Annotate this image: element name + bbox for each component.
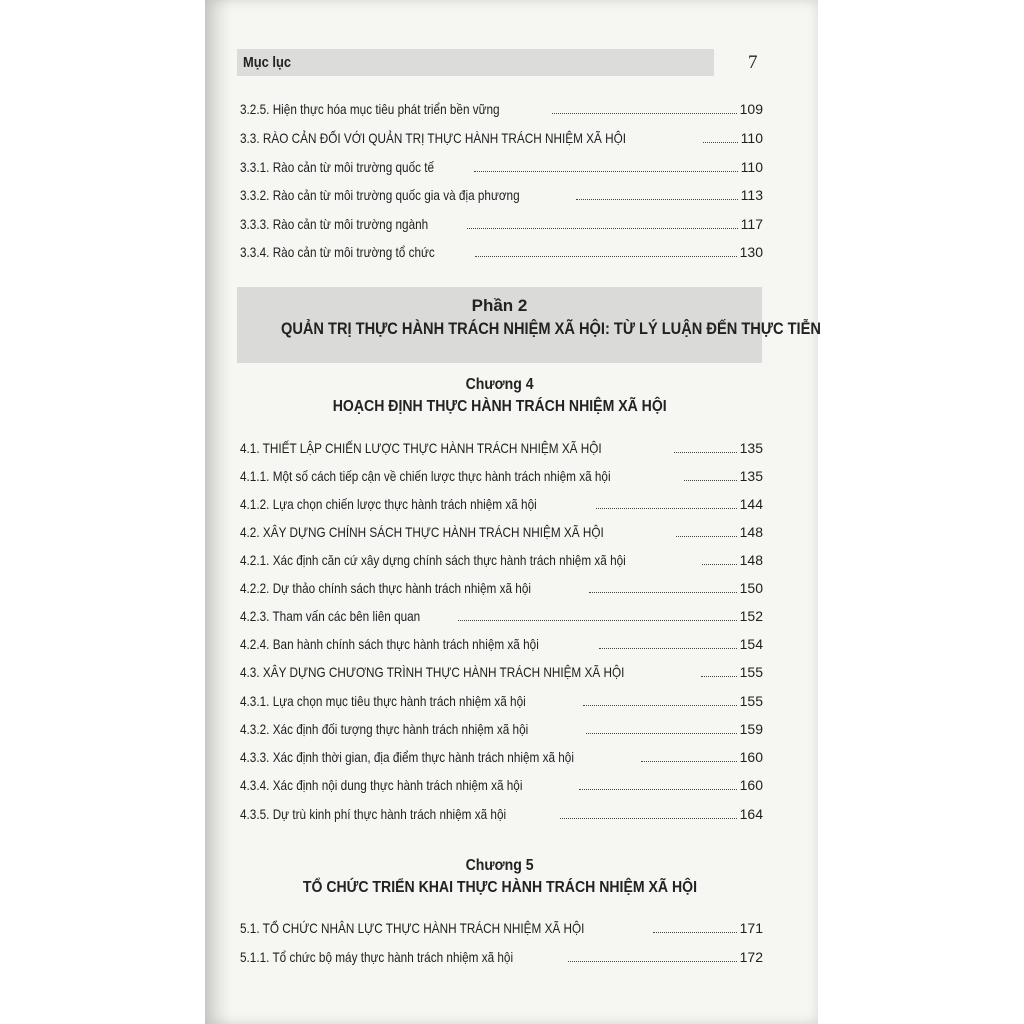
toc-leader [596, 508, 736, 509]
toc-entry-page: 155 [739, 693, 763, 709]
toc-entry [240, 689, 763, 709]
toc-entry [240, 945, 763, 965]
toc-entry-page: 172 [739, 949, 763, 965]
toc-entry-page: 110 [740, 159, 763, 175]
toc-entry [240, 240, 763, 260]
toc-entry-page: 160 [739, 777, 763, 793]
toc-entry-title: 3.3. RÀO CẢN ĐỐI VỚI QUẢN TRỊ THỰC HÀNH TRÁCH NHIỆM XÃ HỘI [240, 130, 627, 146]
toc-entry [240, 155, 763, 175]
header-title: Mục lục [243, 54, 292, 71]
chapter-5-label [237, 857, 762, 875]
chapter-4-label [237, 376, 762, 394]
toc-entry [240, 576, 763, 596]
toc-entry-title: 4.1.2. Lựa chọn chiến lược thực hành trách nhiệm xã hội [240, 496, 537, 512]
toc-entry-page: 154 [739, 636, 763, 652]
toc-entry-page: 148 [739, 552, 763, 568]
toc-entry-page: 160 [739, 749, 763, 765]
toc-entry-title: 4.2.4. Ban hành chính sách thực hành trách nhiệm xã hội [240, 636, 539, 652]
toc-leader [589, 592, 736, 593]
chapter-4-label-text: Chương 4 [465, 376, 534, 393]
toc-leader [641, 761, 737, 762]
toc-entry-title: 5.1.1. Tổ chức bộ máy thực hành trách nhiệm xã hội [240, 949, 514, 965]
chapter-5-label-text: Chương 5 [465, 857, 534, 874]
toc-entry-title: 4.2.2. Dự thảo chính sách thực hành trách nhiệm xã hội [240, 580, 531, 596]
toc-entry-title: 5.1. TỔ CHỨC NHÂN LỰC THỰC HÀNH TRÁCH NHIỆM XÃ HỘI [240, 920, 585, 936]
toc-entry-page: 110 [740, 130, 763, 146]
toc-entry-title: 4.2.3. Tham vấn các bên liên quan [240, 608, 421, 624]
toc-leader [552, 113, 737, 114]
toc-leader [653, 932, 737, 933]
running-header-band [237, 49, 714, 76]
toc-entry-page: 152 [739, 608, 763, 624]
toc-entry-page: 109 [739, 101, 763, 117]
toc-entry-title: 4.3.1. Lựa chọn mục tiêu thực hành trách nhiệm xã hội [240, 693, 526, 709]
toc-entry-page: 135 [739, 468, 763, 484]
toc-leader [568, 961, 737, 962]
toc-entry-page: 113 [740, 187, 763, 203]
toc-leader [474, 171, 738, 172]
toc-entry-title: 4.3.3. Xác định thời gian, địa điểm thực hành trách nhiệm xã hội [240, 749, 574, 765]
toc-leader [583, 705, 736, 706]
chapter-4-title [237, 398, 762, 416]
toc-entry-page: 155 [739, 664, 763, 680]
toc-leader [599, 648, 737, 649]
toc-entry [240, 660, 763, 680]
toc-leader [458, 620, 737, 621]
chapter-5-title [237, 879, 762, 897]
toc-entry [240, 802, 763, 822]
toc-entry [240, 632, 763, 652]
toc-leader [475, 256, 737, 257]
toc-entry [240, 436, 763, 456]
toc-entry-title: 3.3.2. Rào cản từ môi trường quốc gia và địa phương [240, 187, 520, 203]
toc-leader [579, 789, 736, 790]
toc-entry [240, 97, 763, 117]
toc-entry-page: 159 [739, 721, 763, 737]
part-label: Phần 2 [471, 296, 528, 315]
toc-entry [240, 492, 763, 512]
toc-entry [240, 183, 763, 203]
toc-leader [702, 564, 736, 565]
toc-entry-title: 4.3.5. Dự trù kinh phí thực hành trách nhiệm xã hội [240, 806, 507, 822]
toc-entry-page: 150 [739, 580, 763, 596]
toc-leader [676, 536, 737, 537]
toc-entry [240, 548, 763, 568]
toc-entry [240, 520, 763, 540]
toc-entry-page: 164 [739, 806, 763, 822]
toc-entry-title: 4.1.1. Một số cách tiếp cận về chiến lược thực hành trách nhiệm xã hội [240, 468, 611, 484]
part-title-text: QUẢN TRỊ THỰC HÀNH TRÁCH NHIỆM XÃ HỘI: TỪ LÝ LUẬN ĐẾN THỰC TIỄN [280, 319, 821, 338]
toc-leader [560, 818, 737, 819]
toc-entry-title: 3.2.5. Hiện thực hóa mục tiêu phát triển bền vững [240, 101, 500, 117]
toc-leader [703, 142, 738, 143]
toc-entry-title: 4.2.1. Xác định căn cứ xây dựng chính sách thực hành trách nhiệm xã hội [240, 552, 626, 568]
toc-entry-page: 144 [739, 496, 763, 512]
toc-entry-title: 4.3.2. Xác định đối tượng thực hành trách nhiệm xã hội [240, 721, 529, 737]
toc-entry [240, 126, 763, 146]
toc-entry-title: 3.3.1. Rào cản từ môi trường quốc tế [240, 159, 435, 175]
toc-entry [240, 916, 763, 936]
toc-entry [240, 745, 763, 765]
toc-entry-title: 3.3.3. Rào cản từ môi trường ngành [240, 216, 429, 232]
toc-entry [240, 773, 763, 793]
toc-entry [240, 604, 763, 624]
toc-entry-title: 4.2. XÂY DỰNG CHÍNH SÁCH THỰC HÀNH TRÁCH NHIỆM XÃ HỘI [240, 524, 604, 540]
part-title [237, 319, 821, 339]
toc-entry-title: 4.3.4. Xác định nội dung thực hành trách nhiệm xã hội [240, 777, 523, 793]
toc-leader [576, 199, 738, 200]
toc-entry [240, 212, 763, 232]
page-number: 7 [748, 52, 758, 73]
toc-entry-page: 117 [740, 216, 763, 232]
toc-leader [701, 676, 737, 677]
page-gutter-shadow [205, 0, 233, 1024]
toc-entry-title: 3.3.4. Rào cản từ môi trường tổ chức [240, 244, 435, 260]
chapter-5-title-text: TỔ CHỨC TRIỂN KHAI THỰC HÀNH TRÁCH NHIỆM XÃ HỘI [302, 879, 697, 896]
toc-leader [684, 480, 736, 481]
chapter-4-title-text: HOẠCH ĐỊNH THỰC HÀNH TRÁCH NHIỆM XÃ HỘI [332, 398, 667, 415]
toc-leader [586, 733, 737, 734]
toc-entry-page: 148 [739, 524, 763, 540]
toc-leader [467, 228, 738, 229]
toc-entry [240, 464, 763, 484]
toc-entry-page: 135 [739, 440, 763, 456]
toc-entry-title: 4.3. XÂY DỰNG CHƯƠNG TRÌNH THỰC HÀNH TRÁCH NHIỆM XÃ HỘI [240, 664, 625, 680]
toc-entry [240, 717, 763, 737]
toc-leader [674, 452, 737, 453]
toc-entry-page: 171 [739, 920, 763, 936]
toc-entry-page: 130 [739, 244, 763, 260]
toc-entry-title: 4.1. THIẾT LẬP CHIẾN LƯỢC THỰC HÀNH TRÁCH NHIỆM XÃ HỘI [240, 440, 602, 456]
